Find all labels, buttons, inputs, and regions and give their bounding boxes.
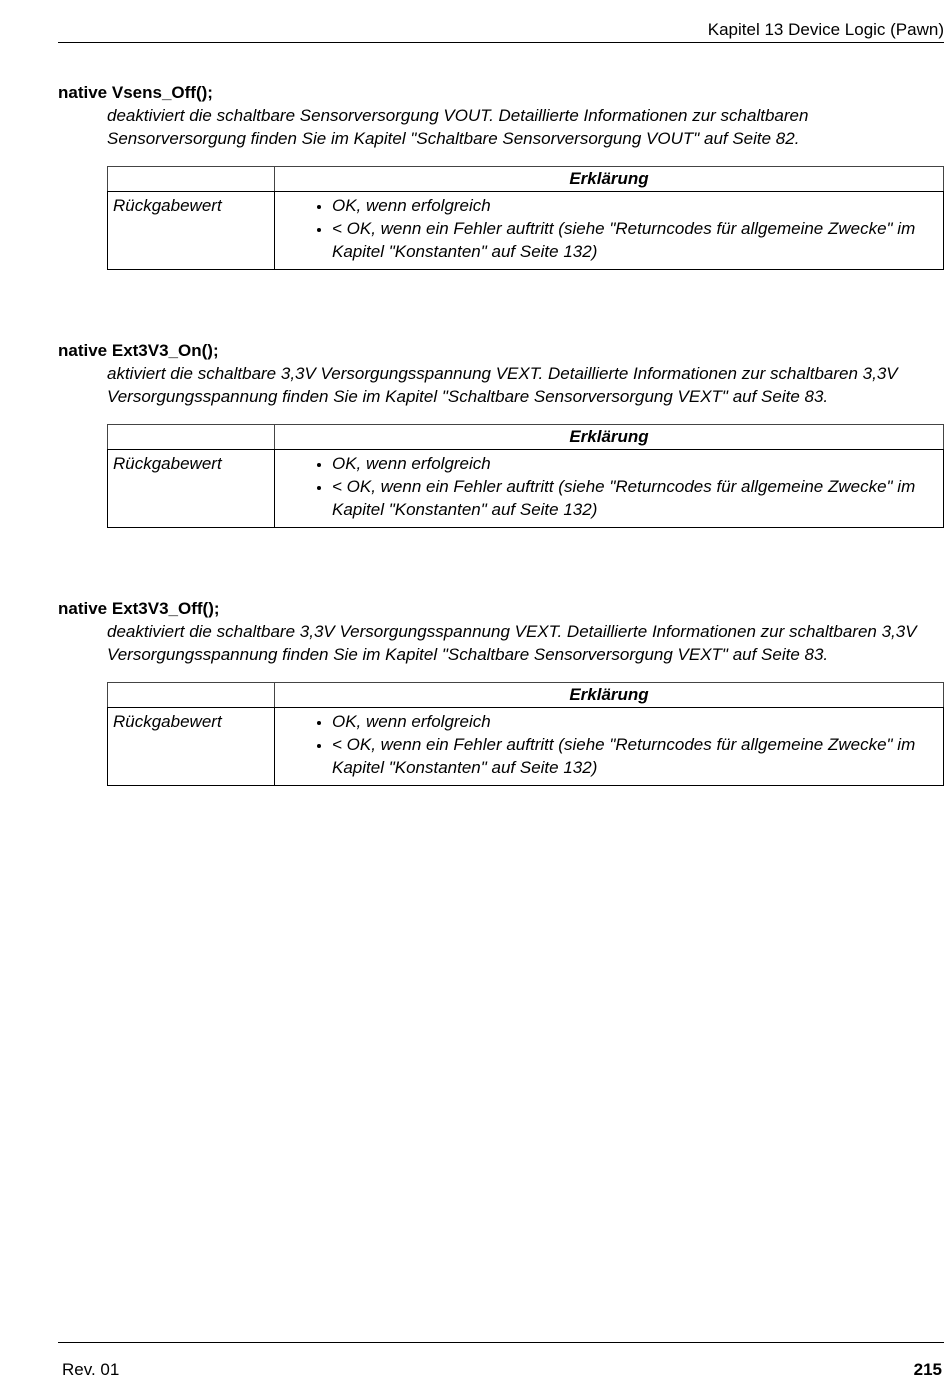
bullet-list <box>275 710 943 779</box>
function-signature: native Vsens_Off(); <box>58 83 213 102</box>
row-content <box>275 192 944 270</box>
table-row <box>108 450 944 528</box>
footer-divider <box>58 1342 944 1343</box>
table-header-explanation: Erklärung <box>275 167 944 192</box>
row-content <box>275 708 944 786</box>
function-signature: native Ext3V3_Off(); <box>58 599 220 618</box>
table-header-empty <box>108 425 275 450</box>
table-row <box>108 192 944 270</box>
function-signature: native Ext3V3_On(); <box>58 341 219 360</box>
function-description: deaktiviert die schaltbare 3,3V Versorgungsspannung VEXT. Detaillierte Informationen zur schaltbaren 3,3V Versorgungsspannung finden Sie im Kapitel "Schaltbare Sensorversorgung VEXT" auf Seite 83. <box>107 622 917 664</box>
list-item: • < OK, wenn ein Fehler auftritt (siehe "Returncodes für allgemeine Zwecke" im Kapitel "Konstanten" auf Seite 132) <box>332 475 943 521</box>
list-item: • < OK, wenn ein Fehler auftritt (siehe "Returncodes für allgemeine Zwecke" im Kapitel "Konstanten" auf Seite 132) <box>332 733 943 779</box>
table-header-empty <box>108 167 275 192</box>
page-number: 215 <box>913 1360 942 1379</box>
function-description: aktiviert die schaltbare 3,3V Versorgungsspannung VEXT. Detaillierte Informationen zur schaltbaren 3,3V Versorgungsspannung finden Sie im Kapitel "Schaltbare Sensorversorgung VEXT" auf Seite 83. <box>107 364 898 406</box>
function-section-vsens-off <box>58 82 944 270</box>
list-item: • OK, wenn erfolgreich <box>332 194 943 217</box>
function-section-ext3v3-off <box>58 598 944 786</box>
bullet-list <box>275 452 943 521</box>
row-label: Rückgabewert <box>108 192 275 270</box>
row-label: Rückgabewert <box>108 708 275 786</box>
table-header-explanation: Erklärung <box>275 425 944 450</box>
list-item: • OK, wenn erfolgreich <box>332 710 943 733</box>
revision-label: Rev. 01 <box>62 1360 120 1379</box>
function-description: deaktiviert die schaltbare Sensorversorgung VOUT. Detaillierte Informationen zur schaltbaren Sensorversorgung finden Sie im Kapitel "Schaltbare Sensorversorgung VOUT" auf Seite 82. <box>107 106 809 148</box>
return-value-table <box>107 682 944 786</box>
table-header-empty <box>108 683 275 708</box>
return-value-table <box>107 424 944 528</box>
table-row <box>108 708 944 786</box>
table-header-explanation: Erklärung <box>275 683 944 708</box>
return-value-table <box>107 166 944 270</box>
bullet-list <box>275 194 943 263</box>
page-header <box>58 18 944 43</box>
chapter-title: Kapitel 13 Device Logic (Pawn) <box>707 20 944 39</box>
list-item: • OK, wenn erfolgreich <box>332 452 943 475</box>
row-label: Rückgabewert <box>108 450 275 528</box>
list-item: • < OK, wenn ein Fehler auftritt (siehe "Returncodes für allgemeine Zwecke" im Kapitel "Konstanten" auf Seite 132) <box>332 217 943 263</box>
function-section-ext3v3-on <box>58 340 944 528</box>
row-content <box>275 450 944 528</box>
